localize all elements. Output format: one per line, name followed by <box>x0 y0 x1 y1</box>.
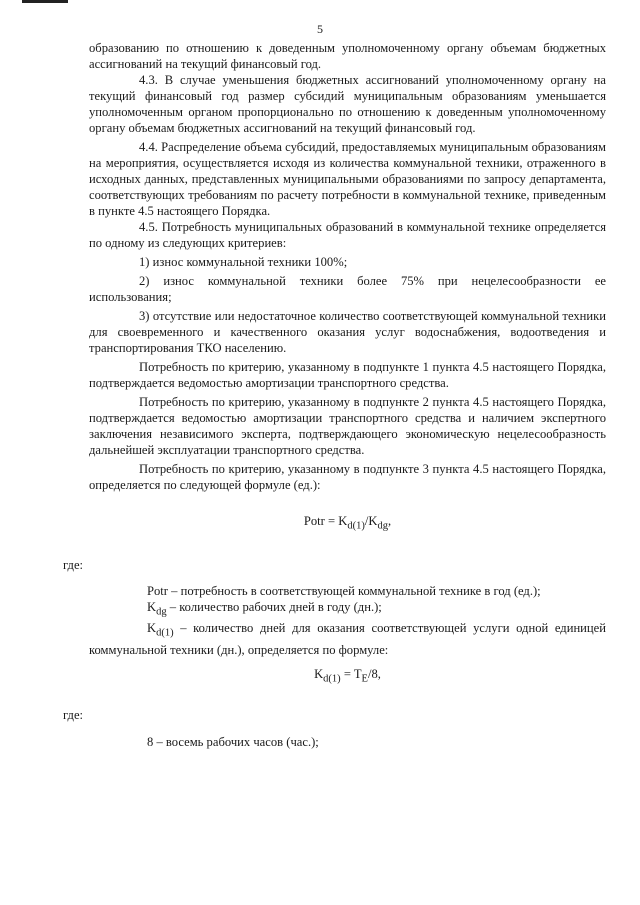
definition-kd1 <box>89 620 606 658</box>
criterion-3: 3) отсутствие или недостаточное количество соответствующей коммунальной техники для своевременного и качественного оказания услуг водоснабжения, водоотведения и транспортирования ТКО населению. <box>89 309 606 355</box>
definition-kdg-sub: dg <box>156 606 167 618</box>
paragraph-criterion-3-formula-intro: Потребность по критерию, указанному в подпункте 3 пункта 4.5 настоящего Порядка, определяется по следующей формуле (ед.): <box>89 462 606 492</box>
paragraph-criterion-1-proof: Потребность по критерию, указанному в подпункте 1 пункта 4.5 настоящего Порядка, подтверждается ведомостью амортизации транспортного средства. <box>89 360 606 390</box>
scan-edge-mark <box>22 0 68 3</box>
paragraph-criterion-2-proof: Потребность по критерию, указанному в подпункте 2 пункта 4.5 настоящего Порядка, подтверждается ведомостью амортизации транспортного средства и наличием экспертного заключения независимого эксперта, подтверждающего экономическую нецелесообразность дальнейшей эксплуатации транспортного средства. <box>89 395 606 457</box>
paragraph-4-3: 4.3. В случае уменьшения бюджетных ассигнований уполномоченному органу на текущий финансовый год размер субсидий муниципальным образованиям уменьшается уполномоченным органом пропорционально по отношению к доведенным уполномоченному органу объемам бюджетных ассигнований на текущий финансовый год. <box>89 73 606 135</box>
paragraph-4-4: 4.4. Распределение объема субсидий, предоставляемых муниципальным образованиям на мероприятия, осуществляется исходя из количества коммунальной техники, отраженного в исходных данных, представленных муниципальными образованиями по запросу департамента, соответствующих требованиям по расчету потребности в коммунальной технике, приведенным в пункте 4.5 настоящего Порядка. <box>89 140 606 218</box>
definition-kdg <box>89 599 606 621</box>
paragraph-continuation: образованию по отношению к доведенным уполномоченному органу объемам бюджетных ассигнований на текущий финансовый год. <box>89 41 606 71</box>
definition-kd1-sub: d(1) <box>156 627 174 639</box>
definition-kdg-text: – количество рабочих дней в году (дн.); <box>166 599 382 614</box>
definition-kd1-symbol: K <box>147 621 157 636</box>
formula-potr <box>89 513 606 535</box>
definition-potr: Potr – потребность в соответствующей коммунальной технике в год (ед.); <box>147 583 541 598</box>
definition-kdg-symbol: K <box>147 599 157 614</box>
where-label-2: где: <box>63 708 84 723</box>
criterion-2: 2) износ коммунальной техники более 75% при нецелесообразности ее использования; <box>89 274 606 304</box>
criterion-1: 1) износ коммунальной техники 100%; <box>139 255 348 269</box>
formula-kd1-lhs: K <box>314 666 324 681</box>
formula-potr-slash: /K <box>364 514 378 528</box>
formula-kd1-eq: = T <box>340 666 362 681</box>
document-body <box>63 40 606 750</box>
definition-eight-hours: 8 – восемь рабочих часов (час.); <box>147 735 319 750</box>
formula-kd1-t-sub: E <box>361 673 368 685</box>
formula-potr-tail: , <box>387 514 392 528</box>
formula-potr-sub-a: d(1) <box>347 520 365 532</box>
formula-kd1 <box>89 666 606 688</box>
where-label-1: где: <box>63 557 84 572</box>
paragraph-4-5: 4.5. Потребность муниципальных образований в коммунальной технике определяется по одному из следующих критериев: <box>89 220 606 250</box>
definition-kd1-text: – количество дней для оказания соответствующей услуги одной единицей коммунальной техники (дн.), определяется по формуле: <box>89 621 606 657</box>
page-number: 5 <box>317 22 323 36</box>
formula-potr-lhs: Potr <box>303 514 325 528</box>
formula-potr-sub-b: dg <box>377 520 388 532</box>
formula-kd1-tail: /8, <box>367 666 381 681</box>
formula-potr-eq: = K <box>324 514 348 528</box>
formula-kd1-lhs-sub: d(1) <box>323 673 341 685</box>
